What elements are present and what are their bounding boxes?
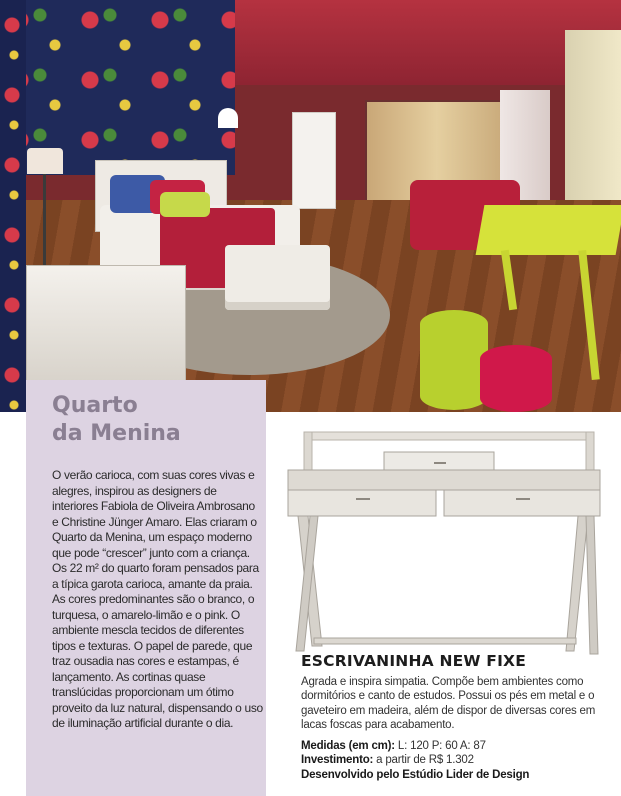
article-title-line2: da Menina [52,421,181,446]
foreground-table [26,265,186,382]
pillow-lime [160,192,210,217]
article-title [52,392,181,448]
floor-lamp [27,148,63,174]
article-title-line1: Quarto [52,393,138,418]
pendant-lamp [218,108,238,128]
investment-value: a partir de R$ 1.302 [373,754,474,766]
product-measures [301,739,486,753]
measures-value: L: 120 P: 60 A: 87 [394,740,486,752]
product-investment [301,753,474,767]
product-section [266,412,621,796]
lime-desk [476,205,621,255]
bed-bench [225,245,330,310]
article-body: O verão carioca, com suas cores vivas e alegres, inspirou as designers de interiores Fabiola de Oliveira Ambrosano e Christine Jünger Amaro. Elas criaram o Quarto da Menina, um espaço moderno que pode “crescer” junto com a criança. Os 22 m² do quarto foram pensados para a típica garota carioca, amante da praia. As cores predominantes são o branco, o turquesa, o amarelo-limão e o pink. O ambiente mescla tecidos de diferentes tipos e texturas. O papel de parede, que traz ousadia nas cores e estampas, é lançamento. As cortinas quase translúcidas proporcionam um ótimo proveito da luz natural, dispensando o uso de iluminação artificial durante o dia. [52,468,263,730]
product-title: ESCRIVANINHA NEW FIXE [301,652,526,670]
bookshelf [292,112,336,209]
measures-label: Medidas (em cm): [301,740,395,752]
ceiling [235,0,621,85]
wallpaper-strip [0,0,26,412]
product-description: Agrada e inspira simpatia. Compõe bem ambientes como dormitórios e canto de estudos. Possui os pés em metal e o gaveteiro em madeira, além de dispor de diversas cores em lacas foscas para acabamento. [301,676,596,731]
article-panel [26,380,266,796]
product-developer: Desenvolvido pelo Estúdio Lider de Design [301,769,530,781]
pink-stool [480,345,552,412]
investment-label: Investimento: [301,754,374,766]
desk-product-image [284,426,604,666]
green-stool [420,310,488,410]
